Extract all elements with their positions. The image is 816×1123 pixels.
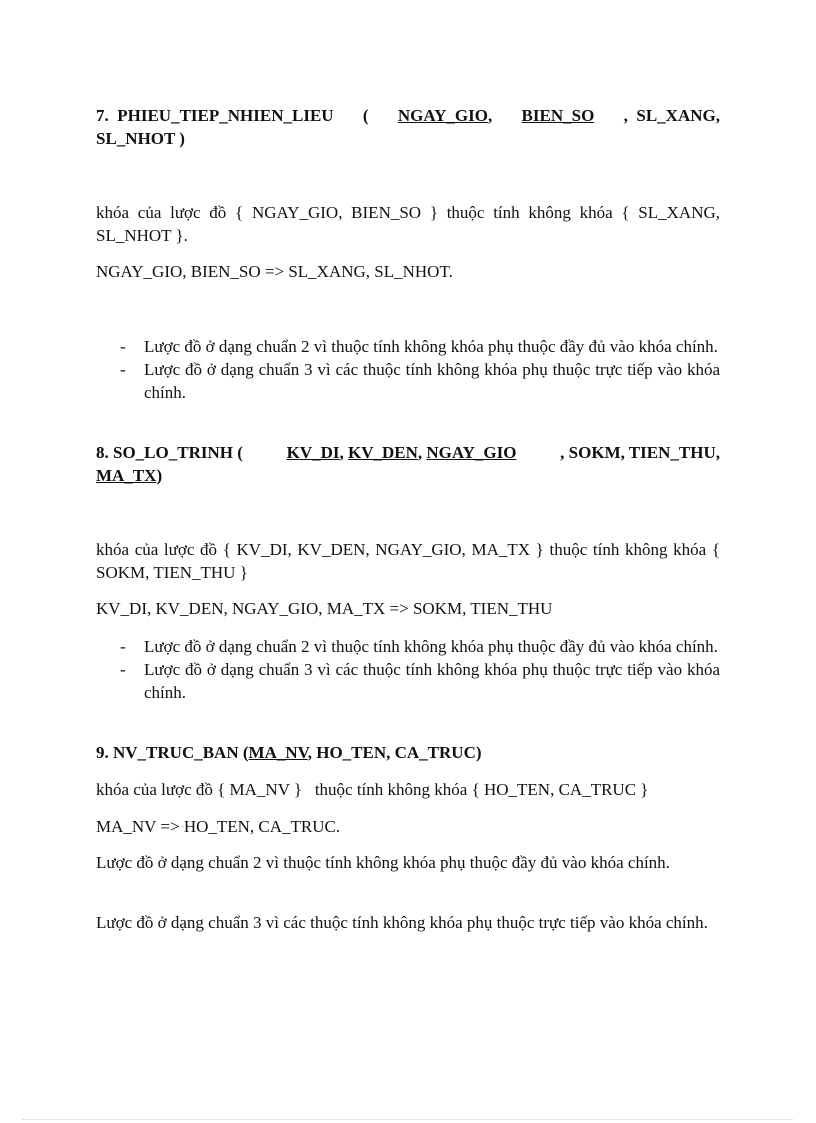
section-8-bullet-list <box>96 635 720 704</box>
section-9-attrs-rest: , HO_TEN, CA_TRUC) <box>307 743 482 762</box>
section-7-number: 7. <box>96 106 109 125</box>
bullet-dash: - <box>120 660 126 679</box>
section-9-paragraph-2: Lược đồ ở dạng chuẩn 3 vì các thuộc tính không khóa phụ thuộc trực tiếp vào khóa chính. <box>96 913 708 932</box>
bullet-text: Lược đồ ở dạng chuẩn 2 vì thuộc tính không khóa phụ thuộc đầy đủ vào khóa chính. <box>144 637 718 656</box>
section-7-bullet-2 <box>96 358 720 404</box>
section-9-prefix: 9. NV_TRUC_BAN ( <box>96 743 249 762</box>
section-9-heading <box>96 741 720 764</box>
section-7-bullet-list <box>96 335 720 404</box>
section-8-key-ma-tx: MA_TX <box>96 466 157 485</box>
section-7-key-bien-so: BIEN_SO <box>521 106 595 125</box>
section-8-keys-text: khóa của lược đồ { KV_DI, KV_DEN, NGAY_GIO, MA_TX } thuộc tính không khóa { SOKM, TIEN_THU } <box>96 540 720 582</box>
bullet-dash: - <box>120 637 126 656</box>
section-7-key-ngay-gio: NGAY_GIO <box>397 106 488 125</box>
section-8-functional-dependency: KV_DI, KV_DEN, NGAY_GIO, MA_TX => SOKM, TIEN_THU <box>96 599 553 618</box>
bullet-text: Lược đồ ở dạng chuẩn 3 vì các thuộc tính không khóa phụ thuộc trực tiếp vào khóa chính. <box>144 660 720 702</box>
section-7-open-paren: ( <box>362 106 369 125</box>
section-7-functional-dependency: NGAY_GIO, BIEN_SO => SL_XANG, SL_NHOT. <box>96 262 453 281</box>
section-9-paragraph-1: Lược đồ ở dạng chuẩn 2 vì thuộc tính không khóa phụ thuộc đầy đủ vào khóa chính. <box>96 853 670 872</box>
section-8-bullet-2 <box>96 658 720 704</box>
page-bottom-dotted-rule <box>22 1119 794 1120</box>
section-8-bullet-1 <box>96 635 720 658</box>
section-7-heading-line2: SL_NHOT ) <box>96 129 185 148</box>
section-7-attrs-rest: , SL_XANG, <box>623 106 720 125</box>
section-8-attrs-rest: , SOKM, TIEN_THU, <box>560 443 720 462</box>
section-7-bullet-1 <box>96 335 720 358</box>
bullet-text: Lược đồ ở dạng chuẩn 2 vì thuộc tính không khóa phụ thuộc đầy đủ vào khóa chính. <box>144 337 718 356</box>
section-7-keys-text: khóa của lược đồ { NGAY_GIO, BIEN_SO } thuộc tính không khóa { SL_XANG, SL_NHOT }. <box>96 203 720 245</box>
section-9-keys-text: khóa của lược đồ { MA_NV } thuộc tính không khóa { HO_TEN, CA_TRUC } <box>96 780 649 799</box>
section-9-key-ma-nv: MA_NV <box>248 743 308 762</box>
section-7-separator: , <box>487 106 493 125</box>
section-8-key-kv-den: KV_DEN <box>348 443 418 462</box>
bullet-dash: - <box>120 360 126 379</box>
section-8-heading <box>96 441 720 487</box>
section-9-functional-dependency: MA_NV => HO_TEN, CA_TRUC. <box>96 817 341 836</box>
section-8-separator: , <box>417 443 427 462</box>
section-8-prefix: 8. SO_LO_TRINH ( <box>96 443 243 462</box>
section-7-heading <box>96 104 720 150</box>
section-8-key-ngay-gio: NGAY_GIO <box>426 443 517 462</box>
bullet-dash: - <box>120 337 126 356</box>
section-8-close-paren: ) <box>156 466 163 485</box>
bullet-text: Lược đồ ở dạng chuẩn 3 vì các thuộc tính không khóa phụ thuộc trực tiếp vào khóa chính. <box>144 360 720 402</box>
section-7-table-name: PHIEU_TIEP_NHIEN_LIEU <box>117 106 334 125</box>
section-8-separator: , <box>339 443 348 462</box>
section-8-key-kv-di: KV_DI <box>286 443 340 462</box>
